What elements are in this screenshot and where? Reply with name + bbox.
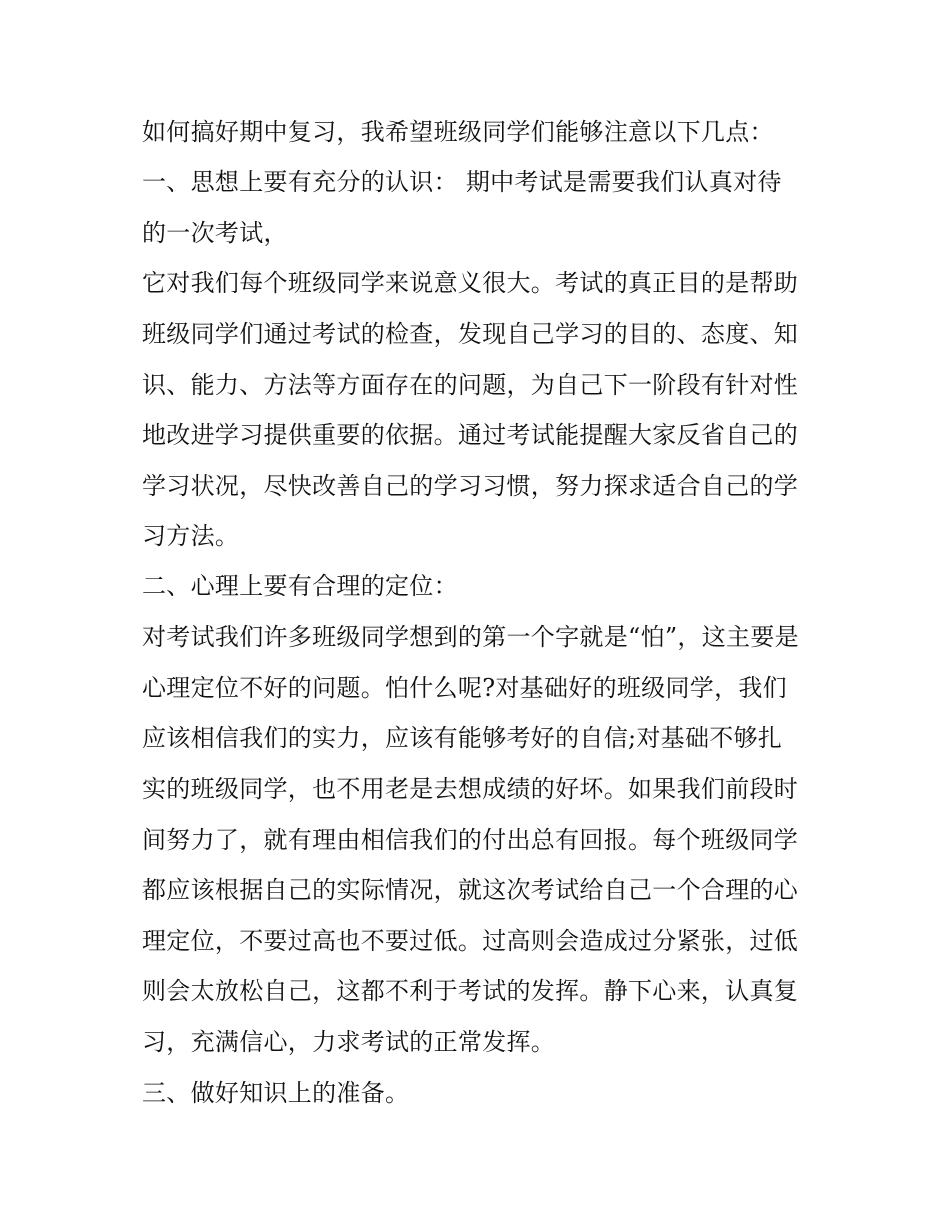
text-line: 习方法。: [142, 522, 240, 550]
text-line: 习，充满信心，力求考试的正常发挥。: [142, 1028, 556, 1056]
text-line: 它对我们每个班级同学来说意义很大。考试的真正目的是帮助: [142, 269, 799, 297]
text-line: 心理定位不好的问题。怕什么呢?对基础好的班级同学，我们: [142, 674, 787, 702]
text-line: 实的班级同学，也不用老是去想成绩的好坏。如果我们前段时: [142, 775, 799, 803]
intro-line: 如何搞好期中复习，我希望班级同学们能够注意以下几点：: [142, 118, 774, 146]
section-1-heading: 一、思想上要有充分的认识： 期中考试是需要我们认真对待: [142, 168, 782, 196]
text-line: 间努力了，就有理由相信我们的付出总有回报。每个班级同学: [142, 826, 799, 854]
text-line: 对考试我们许多班级同学想到的第一个字就是“怕”，这主要是: [142, 623, 799, 651]
section-3-heading: 三、做好知识上的准备。: [142, 1079, 410, 1107]
text-line: 则会太放松自己，这都不利于考试的发挥。静下心来，认真复: [142, 977, 799, 1005]
text-line: 都应该根据自己的实际情况，就这次考试给自己一个合理的心: [142, 876, 799, 904]
text-line: 识、能力、方法等方面存在的问题，为自己下一阶段有针对性: [142, 371, 799, 399]
text-line: 应该相信我们的实力，应该有能够考好的自信;对基础不够扎: [142, 724, 783, 752]
text-line: 的一次考试，: [142, 219, 288, 247]
text-line: 理定位，不要过高也不要过低。过高则会造成过分紧张，过低: [142, 927, 799, 955]
text-line: 地改进学习提供重要的依据。通过考试能提醒大家反省自己的: [142, 421, 799, 449]
text-line: 学习状况，尽快改善自己的学习习惯，努力探求适合自己的学: [142, 472, 799, 500]
text-line: 班级同学们通过考试的检查，发现自己学习的目的、态度、知: [142, 320, 799, 348]
section-2-heading: 二、心理上要有合理的定位：: [142, 572, 458, 600]
